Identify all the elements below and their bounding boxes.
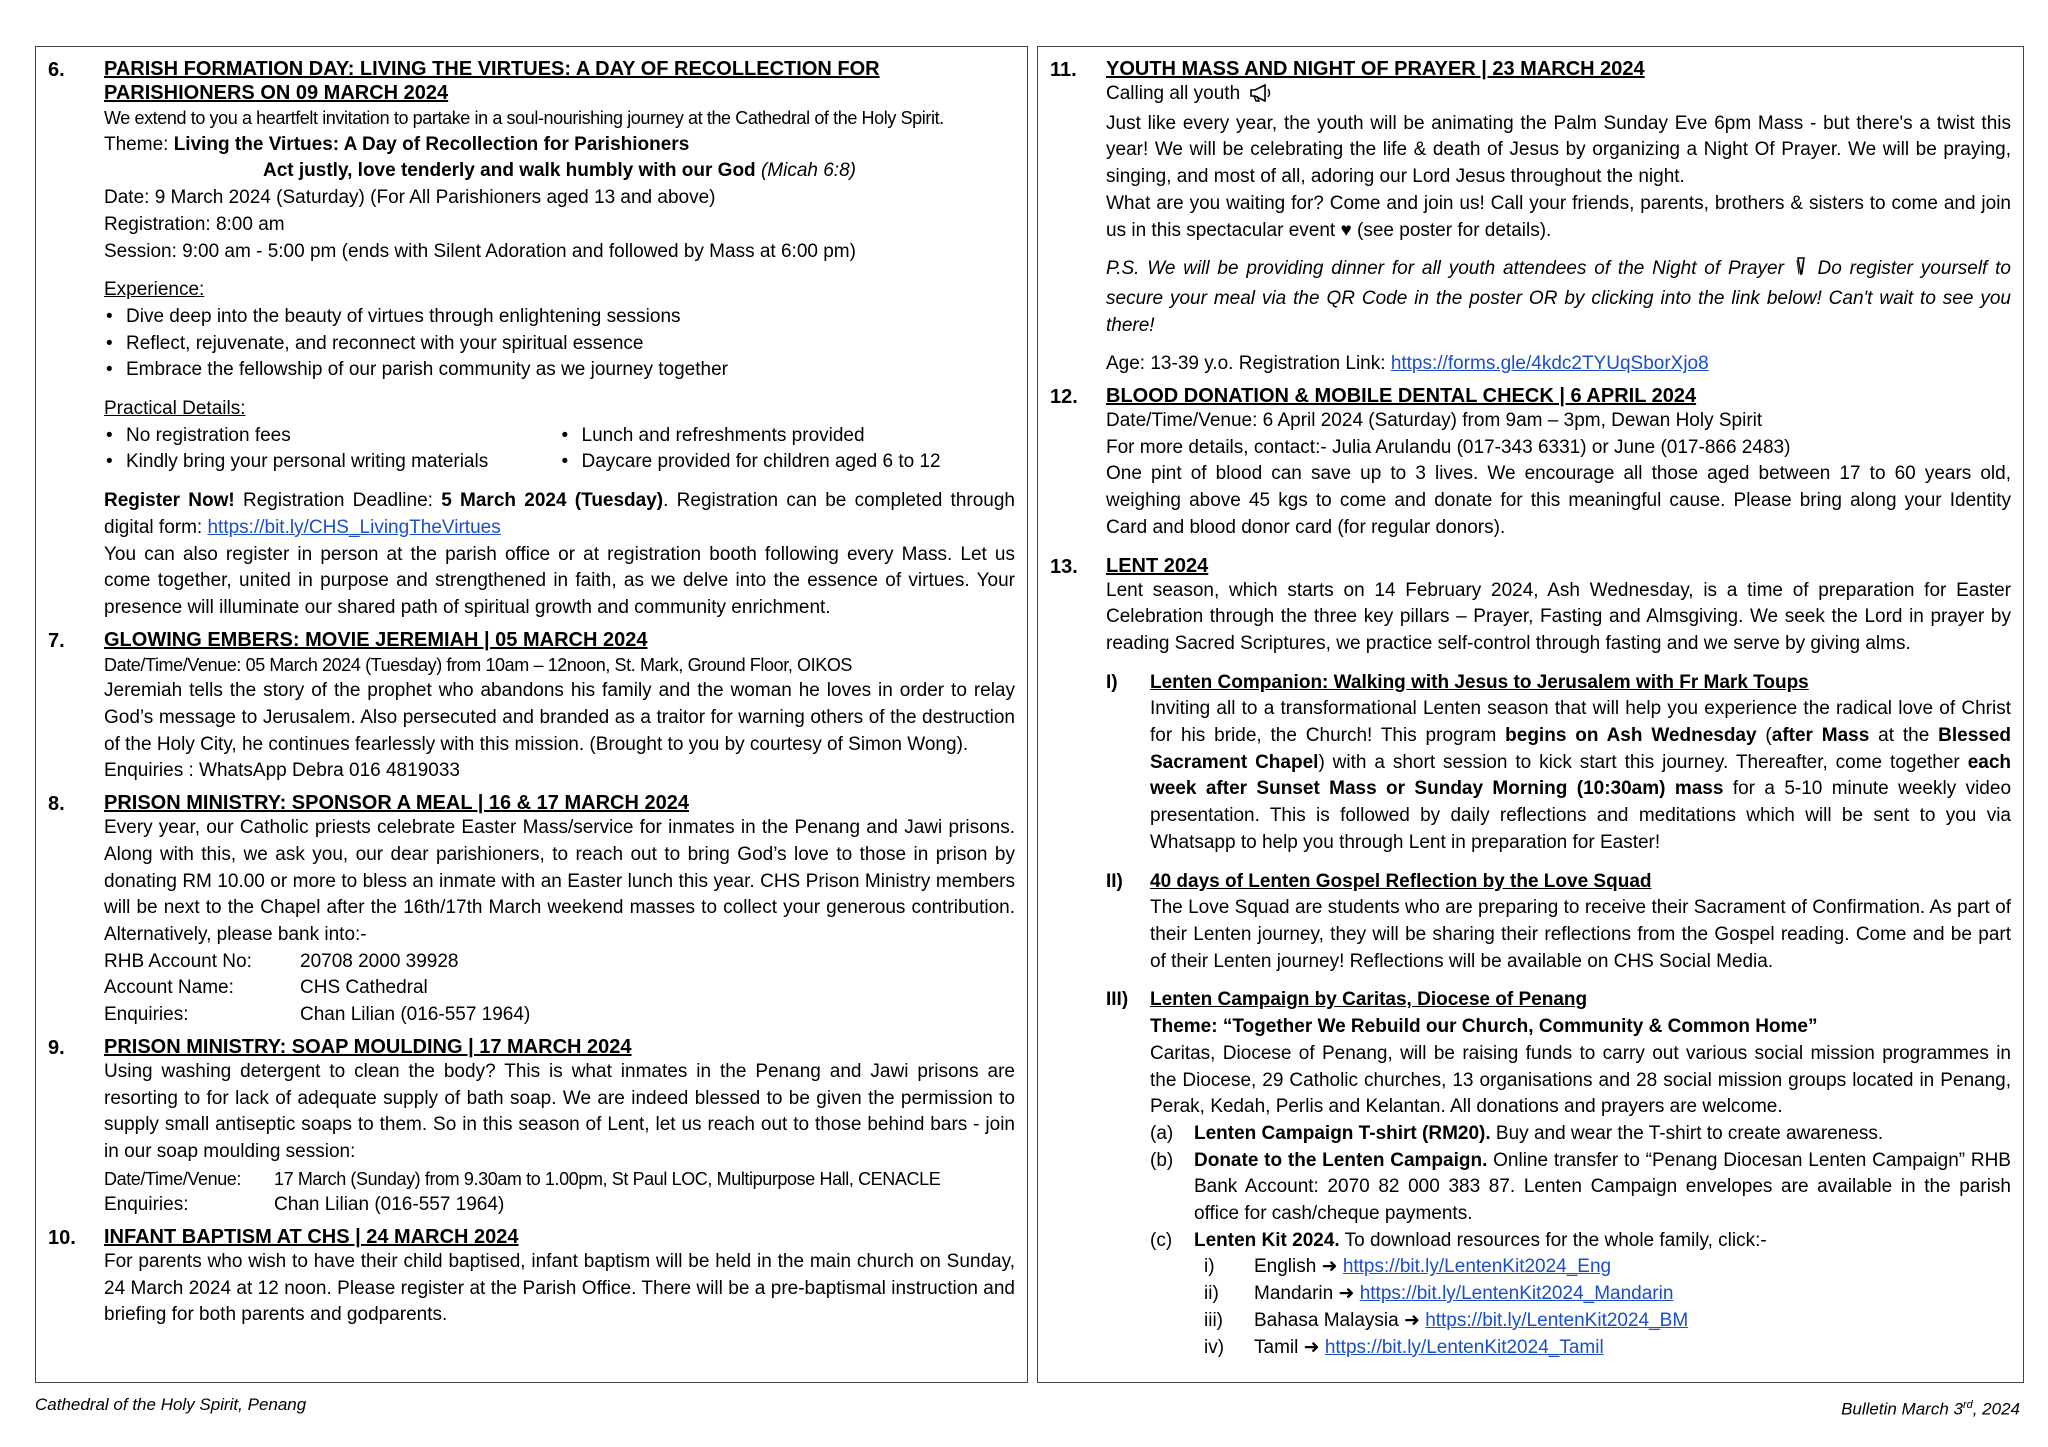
intro-text: We extend to you a heartfelt invitation to partake in a soul-nourishing journey at the Cathedral of the Holy Spirit. [104, 108, 944, 128]
body-text: One pint of blood can save up to 3 lives. We encourage all those aged between 17 to 60 years old, weighing above 45 kgs to come and donate for this meaningful cause. Please bring along your Identity Card and blood donor card (for regular donors). [1106, 463, 2011, 538]
section-number: 6. [48, 59, 65, 81]
section-12 [1050, 384, 2011, 542]
contact-line: For more details, contact:- Julia Arulandu (017-343 6331) or June (017-866 2483) [1106, 436, 1791, 458]
venue-line: Date/Time/Venue: 05 March 2024 (Tuesday) from 10am – 12noon, St. Mark, Ground Floor, OIKOS [104, 654, 853, 675]
body-text: Caritas, Diocese of Penang, will be raising funds to carry out various social mission programmes in the Diocese, 29 Catholic churches, 13 organisations and 28 social mission groups located in Penang, Perak, Kedah, Perlis and Kelantan. All donations and prayers are welcome. [1150, 1042, 2011, 1118]
footer-bulletin-date: Bulletin March 3rd, 2024 [1841, 1399, 2020, 1419]
kit-row: iii) Bahasa Malaysia ➜ https://bit.ly/LentenKit2024_BM [1204, 1309, 1689, 1331]
session-time: Session: 9:00 am - 5:00 pm (ends with Silent Adoration and followed by Mass at 6:00 pm) [104, 240, 856, 262]
kit-link-bm[interactable]: https://bit.ly/LentenKit2024_BM [1425, 1309, 1689, 1331]
arrow-right-icon: ➜ [1321, 1256, 1338, 1278]
section-number: 9. [48, 1036, 65, 1059]
body-text: What are you waiting for? Come and join us! Call your friends, parents, brothers & sisters to come and join us in this spectacular event ♥ (see poster for details). [1106, 192, 2011, 241]
section-title: PARISH FORMATION DAY: LIVING THE VIRTUES: A DAY OF RECOLLECTION FOR PARISHIONERS ON 09 MARCH 2024 [104, 58, 880, 104]
kit-row: ii) Mandarin ➜ https://bit.ly/LentenKit2024_Mandarin [1204, 1283, 1674, 1305]
section-11 [1050, 57, 2011, 378]
account-row: Account Name: CHS Cathedral [104, 977, 428, 999]
right-column [1037, 46, 2024, 1383]
section-9 [48, 1035, 1015, 1219]
motto-line: Act justly, love tenderly and walk humbly with our God (Micah 6:8) [263, 160, 856, 182]
list-item: • Lunch and refreshments provided [560, 423, 1016, 450]
body-text: For parents who wish to have their child baptised, infant baptism will be held in the main church on Sunday, 24 March 2024 at 12 noon. Please register at the Parish Office. There will be a pre-baptismal instruction and briefing for both parents and godparents. [104, 1251, 1015, 1326]
section-title: PRISON MINISTRY: SPONSOR A MEAL | 16 & 17 MARCH 2024 [104, 792, 689, 815]
practical-details [104, 423, 1015, 476]
section-number: 11. [1050, 59, 1077, 81]
body-text: Inviting all to a transformational Lenten season that will help you experience the radical love of Christ for his bride, the Church! This program begins on Ash Wednesday (after Mass at the Blessed Sacrament Chapel) with a short session to kick start this journey. Thereafter, come together each week after Sunset Mass or Sunday Morning (10:30am) mass for a 5-10 minute weekly video presentation. This is followed by daily reflections and meditations which will be sent to you via Whatsapp to help you through Lent in preparation for Easter! [1150, 698, 2012, 853]
account-row: Enquiries: Chan Lilian (016-557 1964) [104, 1004, 531, 1026]
body-text: The Love Squad are students who are preparing to receive their Sacrament of Confirmation. As part of their Lenten journey, they will be sharing their reflections from the Gospel reading. Come and be part of their Lenten journey! Reflections will be available on CHS Social Media. [1150, 897, 2011, 972]
section-title: BLOOD DONATION & MOBILE DENTAL CHECK | 6 APRIL 2024 [1106, 385, 1697, 408]
calling-line: Calling all youth [1106, 81, 2011, 111]
theme-line: Theme: Living the Virtues: A Day of Recollection for Parishioners [104, 133, 690, 155]
info-row: Enquiries: Chan Lilian (016-557 1964) [104, 1194, 505, 1216]
lent-item-2: II) 40 days of Lenten Gospel Reflection by the Love Squad The Love Squad are students who are preparing to receive their Sacrament of Confirmation. As part of their Lenten journey, they will be sharing their reflections from the Gospel reading. Come and be part of their Lenten journey! Reflections will be available on CHS Social Media. [1106, 869, 2011, 976]
pencil-icon [1794, 257, 1808, 286]
experience-label: Experience: [104, 279, 205, 301]
list-item: • Kindly bring your personal writing materials [104, 449, 560, 476]
lent-item-3: III) Lenten Campaign by Caritas, Diocese of Penang Theme: “Together We Rebuild our Church, Community & Common Home” Caritas, Diocese of Penang, will be raising funds to carry out various social mission programmes in the Diocese, 29 Catholic churches, 13 organisations and 28 social mission groups located in Penang, Perak, Kedah, Perlis and Kelantan. All donations and prayers are welcome. (a) Lenten Campaign T-shirt (RM20). Buy and wear the T-shirt to create awareness. (b) Donate to the Lenten Campaign. Online transfer to “Penang Diocesan Lenten Campaign” RHB Bank Account: 2070 82 000 383 87. Lenten Campaign envelopes are available in the parish office for cash/cheque payments. (c) Lenten Kit 2024. To download resources for the whole family, click:- i) English ➜ https://bit.ly/LentenKit2024_Eng ii) Mandarin ➜ https://bit.ly/LentenKit2024_Mandarin iii) Bahasa Malaysia ➜ https://bit.ly/LentenKit2024_BM iv) Tamil ➜ https://bit.ly/LentenKit2024_Tamil [1106, 987, 2011, 1361]
practical-label: Practical Details: [104, 398, 246, 420]
section-title: YOUTH MASS AND NIGHT OF PRAYER | 23 MARCH 2024 [1106, 58, 1645, 80]
ps-note: P.S. We will be providing dinner for all youth attendees of the Night of Prayer Do register yourself to secure your meal via the QR Code in the poster OR by clicking into the link below! Can't wait to see you there! [1106, 258, 2011, 336]
subsection-title: Lenten Campaign by Caritas, Diocese of Penang [1150, 989, 1588, 1011]
section-number: 7. [48, 629, 65, 652]
lent-item-1: I) Lenten Companion: Walking with Jesus to Jerusalem with Fr Mark Toups Inviting all to a transformational Lenten season that will help you experience the radical love of Christ for his bride, the Church! This program begins on Ash Wednesday (after Mass at the Blessed Sacrament Chapel) with a short session to kick start this journey. Thereafter, come together each week after Sunset Mass or Sunday Morning (10:30am) mass for a 5-10 minute weekly video presentation. This is followed by daily reflections and meditations which will be sent to you via Whatsapp to help you through Lent in preparation for Easter! [1106, 670, 2011, 857]
section-8 [48, 791, 1015, 1029]
body-text: Jeremiah tells the story of the prophet who abandons his family and the woman he loves in order to relay God’s message to Jerusalem. Also persecuted and branded as a traitor for warning others of the destruction of the Holy City, he continues fearlessly with this mission. (Brought to you by courtesy of Simon Wong). [104, 680, 1015, 755]
register-paragraph: Register Now! Registration Deadline: 5 March 2024 (Tuesday). Registration can be completed through digital form: https://bit.ly/CHS_LivingTheVirtues [104, 490, 1016, 538]
arrow-right-icon: ➜ [1338, 1283, 1355, 1305]
body-text: Lent season, which starts on 14 February 2024, Ash Wednesday, is a time of preparation for Easter Celebration through the three key pillars – Prayer, Fasting and Almsgiving. We seek the Lord in prayer by reading Sacred Scriptures, we practice self-control through fasting and we serve by giving alms. [1106, 579, 2011, 654]
arrow-right-icon: ➜ [1303, 1336, 1320, 1358]
list-item: • Reflect, rejuvenate, and reconnect with your spiritual essence [104, 331, 1015, 358]
venue-line: Date/Time/Venue: 6 April 2024 (Saturday) from 9am – 3pm, Dewan Holy Spirit [1106, 410, 1763, 432]
section-number: 12. [1050, 386, 1078, 409]
section-number: 8. [48, 793, 65, 816]
account-row: RHB Account No: 20708 2000 39928 [104, 950, 459, 972]
kit-row: iv) Tamil ➜ https://bit.ly/LentenKit2024_Tamil [1204, 1336, 1604, 1358]
closing-paragraph: You can also register in person at the parish office or at registration booth following every Mass. Let us come together, united in purpose and strengthened in faith, as we delve into the essence of virtues. Your presence will illuminate our shared path of spiritual growth and community enrichment. [104, 543, 1015, 618]
list-item: • Daycare provided for children aged 6 to 12 [560, 449, 1016, 476]
list-item: • No registration fees [104, 423, 560, 450]
event-date: Date: 9 March 2024 (Saturday) (For All Parishioners aged 13 and above) [104, 187, 716, 209]
section-7 [48, 628, 1015, 786]
kit-link-english[interactable]: https://bit.ly/LentenKit2024_Eng [1342, 1256, 1612, 1278]
megaphone-icon [1249, 84, 1273, 111]
section-6 [48, 57, 1015, 622]
section-title: INFANT BAPTISM AT CHS | 24 MARCH 2024 [104, 1226, 519, 1249]
registration-time: Registration: 8:00 am [104, 213, 285, 235]
list-item: • Dive deep into the beauty of virtues through enlightening sessions [104, 304, 1015, 331]
section-title: GLOWING EMBERS: MOVIE JEREMIAH | 05 MARCH 2024 [104, 628, 648, 651]
age-line: Age: 13-39 y.o. Registration Link: https://forms.gle/4kdc2TYUqSborXjo8 [1106, 353, 1709, 375]
subsection-title: Lenten Companion: Walking with Jesus to Jerusalem with Fr Mark Toups [1150, 671, 1809, 693]
campaign-item-a: (a) Lenten Campaign T-shirt (RM20). Buy and wear the T-shirt to create awareness. [1150, 1122, 1884, 1144]
section-number: 10. [48, 1227, 76, 1250]
kit-link-mandarin[interactable]: https://bit.ly/LentenKit2024_Mandarin [1359, 1283, 1674, 1305]
kit-link-tamil[interactable]: https://bit.ly/LentenKit2024_Tamil [1324, 1336, 1604, 1358]
section-title: PRISON MINISTRY: SOAP MOULDING | 17 MARCH 2024 [104, 1035, 632, 1058]
registration-link[interactable]: https://bit.ly/CHS_LivingTheVirtues [207, 516, 501, 538]
list-item: • Embrace the fellowship of our parish community as we journey together [104, 357, 1015, 384]
section-number: 13. [1050, 555, 1078, 578]
footer-parish-name: Cathedral of the Holy Spirit, Penang [35, 1395, 307, 1414]
section-13 [1050, 554, 2011, 1362]
enquiries-line: Enquiries : WhatsApp Debra 016 4819033 [104, 760, 460, 782]
campaign-item-c: (c) Lenten Kit 2024. To download resources for the whole family, click:- [1150, 1229, 1767, 1251]
section-10 [48, 1225, 1015, 1329]
section-title: LENT 2024 [1106, 554, 1209, 577]
campaign-item-b: (b) Donate to the Lenten Campaign. Online transfer to “Penang Diocesan Lenten Campaign” RHB Bank Account: 2070 82 000 383 87. Lenten Campaign envelopes are available in the parish office for cash/cheque payments. [1150, 1149, 2011, 1225]
campaign-theme: Theme: “Together We Rebuild our Church, Community & Common Home” [1150, 1016, 1818, 1038]
subsection-title: 40 days of Lenten Gospel Reflection by the Love Squad [1150, 870, 1652, 892]
arrow-right-icon: ➜ [1403, 1309, 1420, 1331]
left-column [35, 46, 1028, 1383]
body-text: Every year, our Catholic priests celebrate Easter Mass/service for inmates in the Penang and Jawi prisons. Along with this, we ask you, our dear parishioners, to reach out to bring God’s love to those in prison by donating RM 10.00 or more to bless an inmate with an Easter lunch this year. CHS Prison Ministry members will be next to the Chapel after the 16th/17th March weekend masses to collect your generous contribution. Alternatively, please bank into:- [104, 817, 1015, 945]
youth-registration-link[interactable]: https://forms.gle/4kdc2TYUqSborXjo8 [1390, 353, 1709, 375]
body-text: Just like every year, the youth will be animating the Palm Sunday Eve 6pm Mass - but there's a twist this year! We will be celebrating the life & death of Jesus by organizing a Night Of Prayer. We will be praying, singing, and most of all, adoring our Lord Jesus throughout the night. [1106, 112, 2011, 188]
body-text: Using washing detergent to clean the body? This is what inmates in the Penang and Jawi prisons are resorting to for lack of adequate supply of bath soap. We are indeed blessed to be given the permission to supply small antiseptic soaps to them. So in this season of Lent, let us reach out to those behind bars - join in our soap moulding session: [104, 1060, 1015, 1162]
info-row: Date/Time/Venue: 17 March (Sunday) from 9.30am to 1.00pm, St Paul LOC, Multipurpose Hall, CENACLE [104, 1168, 941, 1189]
kit-row: i) English ➜ https://bit.ly/LentenKit2024_Eng [1204, 1256, 1612, 1278]
